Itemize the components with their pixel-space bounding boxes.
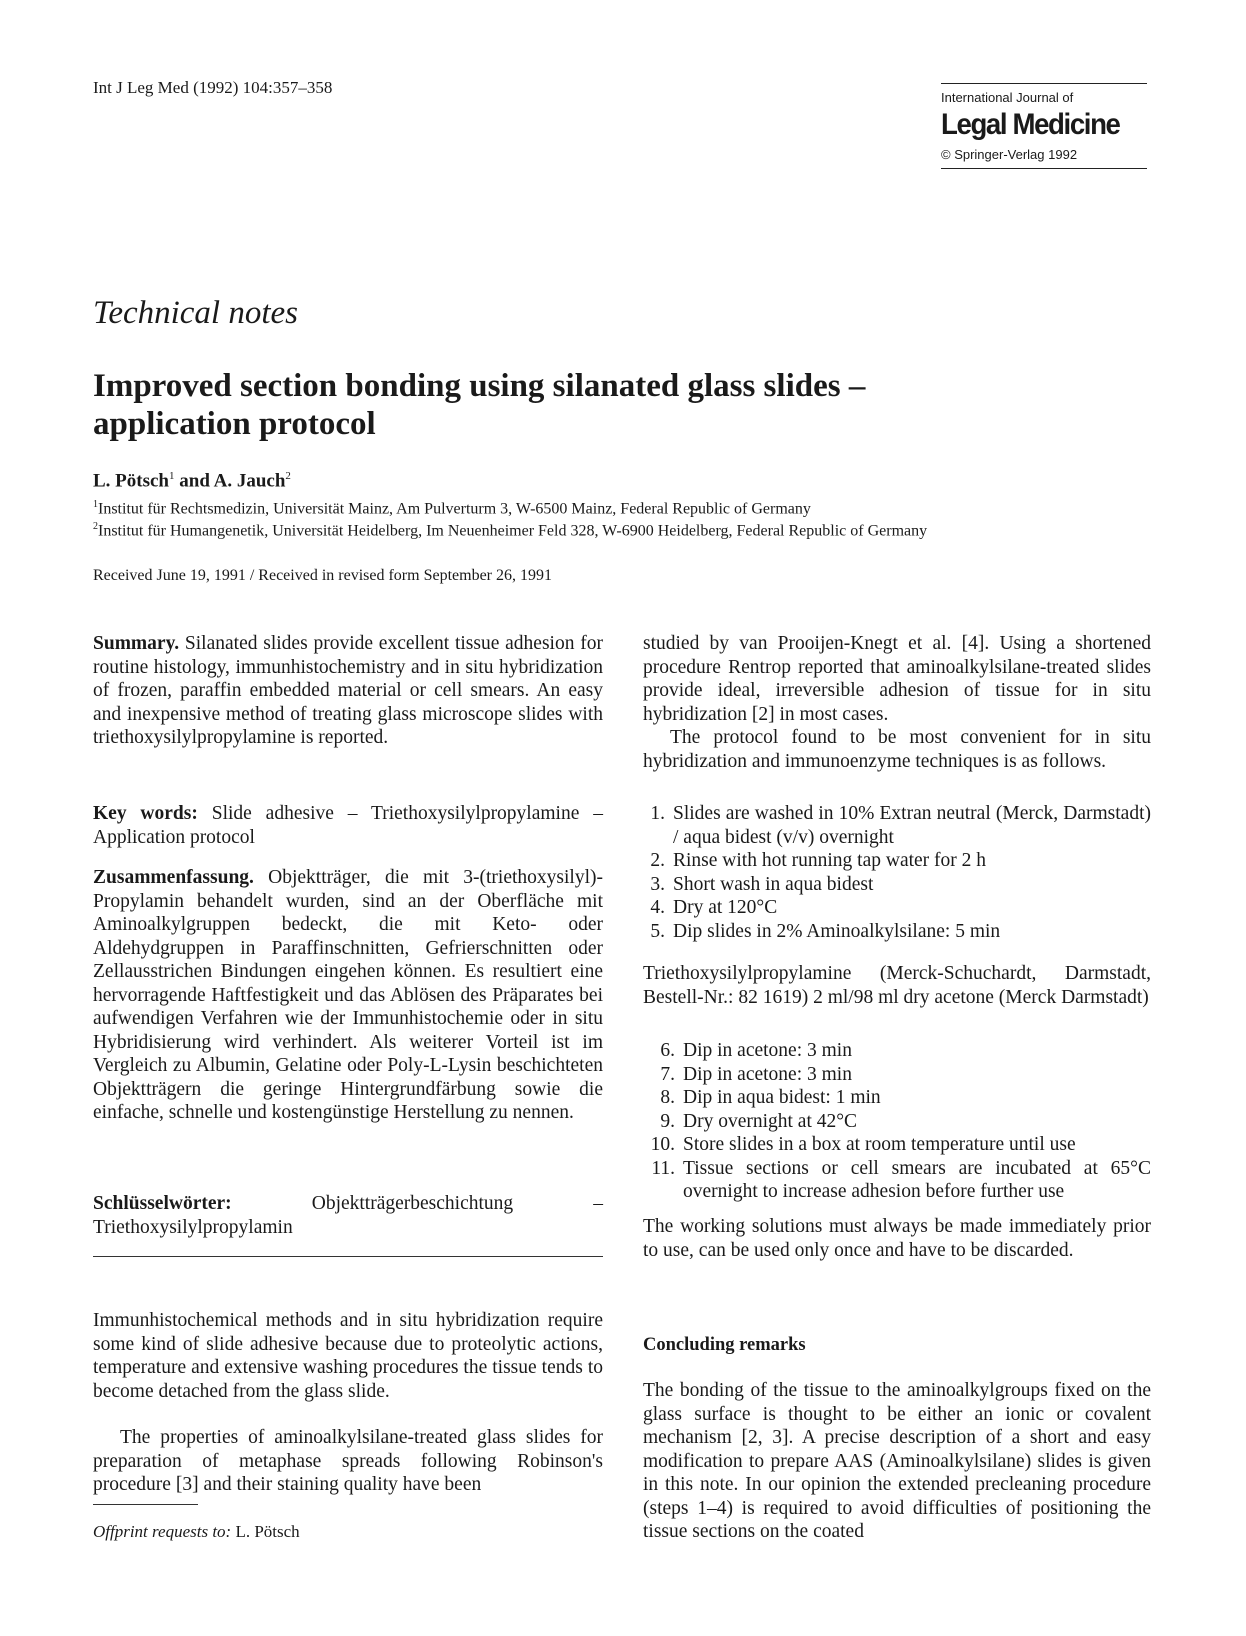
journal-citation: Int J Leg Med (1992) 104:357–358	[93, 78, 333, 97]
affiliation-2	[93, 521, 927, 540]
step-text: Short wash in aqua bidest	[673, 873, 874, 895]
footnote-divider	[93, 1504, 198, 1505]
protocol-step	[643, 802, 1151, 849]
step-text: Store slides in a box at room temperature until use	[683, 1134, 1076, 1155]
authors	[93, 470, 291, 492]
steps-list-b	[643, 1039, 1151, 1204]
concluding-remarks-heading: Concluding remarks	[643, 1335, 806, 1355]
step-number: 6.	[660, 1040, 675, 1061]
summary-lead: Summary.	[93, 633, 180, 654]
step-text: Dip in acetone: 3 min	[683, 1063, 852, 1085]
section-heading: Technical notes	[93, 295, 299, 331]
step-number: 11.	[651, 1157, 675, 1179]
step-number: 8.	[660, 1087, 675, 1108]
step-number: 3.	[650, 873, 665, 895]
author-1: L. Pötsch	[93, 470, 169, 492]
protocol-step	[643, 849, 1151, 873]
affiliation-2-text: Institut für Humangenetik, Universität Heidelberg, Im Neuenheimer Feld 328, W-6900 Heidelberg, Federal Republic of Germany	[98, 522, 928, 540]
keywords-lead: Key words:	[93, 803, 198, 824]
protocol-steps-6-11	[643, 1039, 1151, 1204]
journal-name: Legal Medicine	[941, 108, 1120, 141]
schluesselwoerter-lead: Schlüsselwörter:	[93, 1193, 232, 1214]
journal-copyright: © Springer-Verlag 1992	[941, 147, 1078, 162]
affiliation-1-text: Institut für Rechtsmedizin, Universität Mainz, Am Pulverturm 3, W-6500 Mainz, Federal Republic of Germany	[98, 500, 811, 518]
step-text: Dip slides in 2% Aminoalkylsilane: 5 min	[673, 920, 1001, 942]
step-text: Dip in acetone: 3 min	[683, 1040, 852, 1061]
step-text: Dip in aqua bidest: 1 min	[683, 1087, 881, 1108]
protocol-steps-1-5	[643, 802, 1151, 943]
summary-paragraph	[93, 632, 603, 750]
schluesselwoerter-text: Objektträgerbeschichtung – Triethoxysilylpropylamin	[93, 1193, 603, 1238]
keywords-paragraph	[93, 802, 603, 849]
steps-list-a	[643, 802, 1151, 943]
protocol-step	[643, 1063, 1151, 1087]
affiliation-1	[93, 499, 811, 518]
body-paragraph-1: studied by van Prooijen-Knegt et al. [4]. Using a shortened procedure Rentrop reported that aminoalkylsilane-treated slides provide ideal, irreversible adhesion of tissue for in situ hybridization [2] in most cases.	[643, 633, 1151, 725]
author-2-sup: 2	[285, 470, 291, 482]
zusammenfassung-paragraph	[93, 866, 603, 1125]
affiliation-2-sup: 2	[93, 521, 98, 532]
summary-text: Silanated slides provide excellent tissue adhesion for routine histology, immunhistochemistry and in situ hybridization of frozen, paraffin embedded material or cell smears. An easy and inexpensive method of treating glass microscope slides with triethoxysilylpropylamine is reported.	[93, 633, 603, 748]
protocol-step	[643, 1110, 1151, 1134]
zusammenfassung-lead: Zusammenfassung.	[93, 867, 254, 888]
step-number: 10.	[650, 1134, 675, 1155]
journal-masthead	[941, 83, 1147, 169]
protocol-step	[643, 1157, 1151, 1204]
body-paragraph-2: The protocol found to be most convenient for in situ hybridization and immunoenzyme techniques is as follows.	[643, 727, 1151, 772]
intro-paragraph-2: The properties of aminoalkylsilane-treated glass slides for preparation of metaphase spreads following Robinson's procedure [3] and their staining quality have been	[93, 1427, 603, 1495]
step-number: 2.	[650, 850, 665, 871]
author-2: A. Jauch	[213, 470, 286, 492]
journal-subtitle: International Journal of	[941, 90, 1074, 105]
step-number: 9.	[660, 1110, 675, 1132]
protocol-step	[643, 1086, 1151, 1110]
zusammenfassung-text: Objektträger, die mit 3-(triethoxysilyl)-Propylamin behandelt wurden, sind an der Oberfläche mit Aminoalkylgruppen bedeckt, die mit Keto- oder Aldehydgruppen in Paraffinschnitten, Gefrierschnitten oder Zellausstrichen Bindungen eingehen können. Es resultiert eine hervorragende Haftfestigkeit und das Ablösen des Präparates bei aufwendigen Verfahren wie der Immunhistochemie oder in situ Hybridisierung wird verhindert. Als weiterer Vorteil ist im Vergleich zu Albumin, Gelatine oder Poly-L-Lysin beschichteten Objektträgern die geringe Hintergrundfärbung sowie die einfache, schnelle und kostengünstige Herstellung zu nennen.	[93, 867, 603, 1123]
reagent-paragraph: Triethoxysilylpropylamine (Merck-Schuchardt, Darmstadt, Bestell-Nr.: 82 1619) 2 ml/98 ml dry acetone (Merck Darmstadt)	[643, 963, 1151, 1008]
authors-and: and	[174, 470, 214, 492]
protocol-step	[643, 896, 1151, 920]
author-1-sup: 1	[169, 470, 175, 482]
step-text: Rinse with hot running tap water for 2 h	[673, 850, 987, 871]
abstract-divider	[93, 1256, 603, 1257]
step-text: Tissue sections or cell smears are incubated at 65°C overnight to increase adhesion before further use	[683, 1157, 1151, 1202]
keywords-text: Slide adhesive – Triethoxysilylpropylamine – Application protocol	[93, 803, 603, 848]
protocol-step	[643, 1039, 1151, 1063]
step-text: Slides are washed in 10% Extran neutral (Merck, Darmstadt) / aqua bidest (v/v) overnight	[673, 803, 1151, 848]
step-text: Dry overnight at 42°C	[683, 1110, 858, 1132]
working-solutions-paragraph: The working solutions must always be made immediately prior to use, can be used only once and have to be discarded.	[643, 1216, 1151, 1261]
step-number: 7.	[660, 1063, 675, 1085]
step-text: Dry at 120°C	[673, 897, 778, 918]
intro-paragraph-1: Immunhistochemical methods and in situ hybridization require some kind of slide adhesive because due to proteolytic actions, temperature and extensive washing procedures the tissue tends to become detached from the glass slide.	[93, 1310, 603, 1402]
affiliation-1-sup: 1	[93, 499, 98, 510]
offprint-footnote	[93, 1522, 300, 1542]
offprint-label: Offprint requests to:	[93, 1522, 232, 1541]
received-dates: Received June 19, 1991 / Received in revised form September 26, 1991	[93, 567, 552, 584]
article-title: Improved section bonding using silanated glass slides – application protocol	[93, 368, 866, 442]
step-number: 4.	[650, 897, 665, 918]
step-number: 1.	[650, 803, 665, 824]
concluding-remarks-text: The bonding of the tissue to the aminoalkylgroups fixed on the glass surface is thought to be either an ionic or covalent mechanism [2, 3]. A precise description of a short and easy modification to prepare AAS (Aminoalkylsilane) slides is given in this note. In our opinion the extended precleaning procedure (steps 1–4) is required to avoid difficulties of positioning the tissue sections on the coated	[643, 1380, 1151, 1542]
protocol-step	[643, 920, 1151, 944]
step-number: 5.	[650, 920, 665, 942]
schluesselwoerter-paragraph	[93, 1192, 603, 1239]
offprint-name: L. Pötsch	[231, 1522, 300, 1541]
protocol-step	[643, 873, 1151, 897]
protocol-step	[643, 1133, 1151, 1157]
